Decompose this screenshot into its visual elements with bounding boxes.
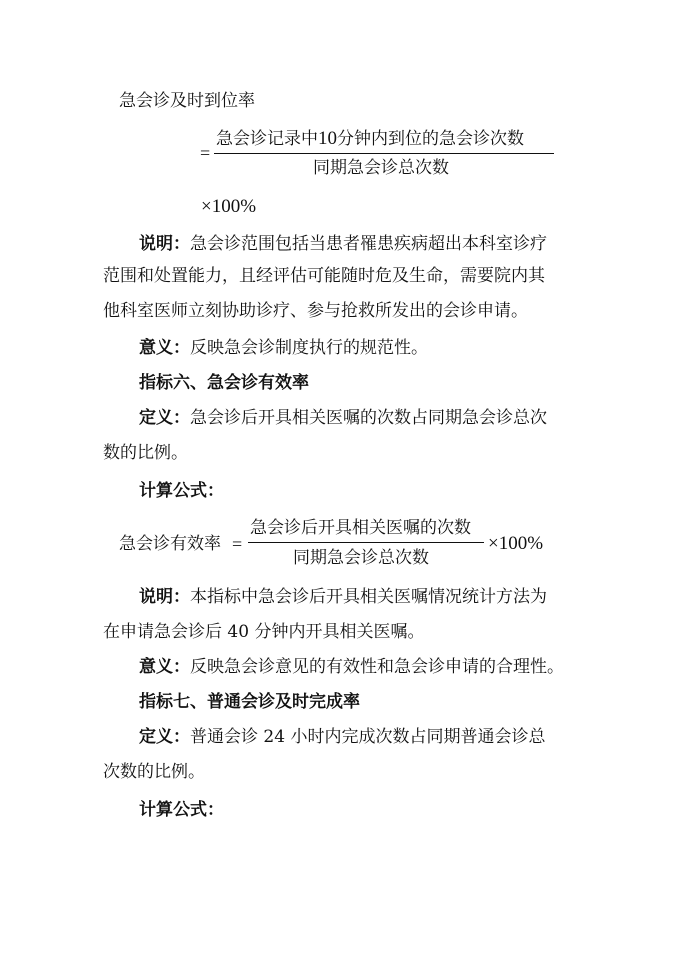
indicator6-definition-line2: 数的比例。 (103, 443, 188, 463)
note1-label: 说明： (139, 234, 190, 254)
indicator7-definition-label: 定义： (139, 727, 190, 747)
formula2-fraction-bar (248, 542, 484, 543)
note1-line1 (139, 233, 547, 255)
indicator6-meaning-line (139, 656, 564, 678)
note1-line3: 他科室医师立刻协助诊疗、参与抢救所发出的会诊申请。 (103, 301, 528, 321)
indicator6-note-text1: 本指标中急会诊后开具相关医嘱情况统计方法为 (190, 587, 547, 607)
formula1-numerator-pre: 急会诊记录中 (216, 129, 318, 149)
indicator6-calc-label: 计算公式： (139, 481, 224, 501)
formula1-lhs: 急会诊及时到位率 (119, 91, 255, 111)
formula1-numerator-num: 10 (318, 128, 337, 149)
formula2-numerator: 急会诊后开具相关医嘱的次数 (250, 518, 471, 538)
formula1-numerator (216, 128, 524, 150)
indicator6-meaning-text: 反映急会诊意见的有效性和急会诊申请的合理性。 (190, 657, 564, 677)
indicator6-definition-label: 定义： (139, 408, 190, 428)
indicator7-title: 指标七、普通会诊及时完成率 (139, 692, 360, 712)
formula2-lhs: 急会诊有效率 (119, 534, 221, 554)
indicator6-note-line1 (139, 586, 547, 608)
indicator6-meaning-label: 意义： (139, 657, 190, 677)
indicator6-title: 指标六、急会诊有效率 (139, 373, 309, 393)
meaning1-text: 反映急会诊制度执行的规范性。 (190, 338, 428, 358)
indicator7-definition-line1 (139, 726, 545, 748)
indicator7-definition-line2: 次数的比例。 (103, 762, 205, 782)
indicator6-note-label: 说明： (139, 587, 190, 607)
note1-line2: 范围和处置能力，且经评估可能随时危及生命，需要院内其 (103, 266, 545, 286)
indicator7-calc-label: 计算公式： (139, 800, 224, 820)
formula1-multiplier: ×100% (201, 196, 257, 217)
indicator6-note-line2: 在申请急会诊后 40 分钟内开具相关医嘱。 (103, 622, 425, 642)
formula1-denominator: 同期急会诊总次数 (313, 158, 449, 178)
indicator6-definition-line1 (139, 407, 547, 429)
meaning1-line (139, 337, 428, 359)
formula2-multiplier: ×100% (488, 533, 544, 554)
indicator6-definition-text1: 急会诊后开具相关医嘱的次数占同期急会诊总次 (190, 408, 547, 428)
formula2-denominator: 同期急会诊总次数 (293, 548, 429, 568)
formula1-numerator-post: 分钟内到位的急会诊次数 (337, 129, 524, 149)
formula1-equals: = (200, 143, 211, 163)
formula1-fraction-bar (214, 153, 554, 154)
note1-text-line1: 急会诊范围包括当患者罹患疾病超出本科室诊疗 (190, 234, 547, 254)
indicator7-definition-text1: 普通会诊 24 小时内完成次数占同期普通会诊总 (190, 727, 546, 747)
meaning1-label: 意义： (139, 338, 190, 358)
formula2-equals: = (232, 534, 243, 554)
